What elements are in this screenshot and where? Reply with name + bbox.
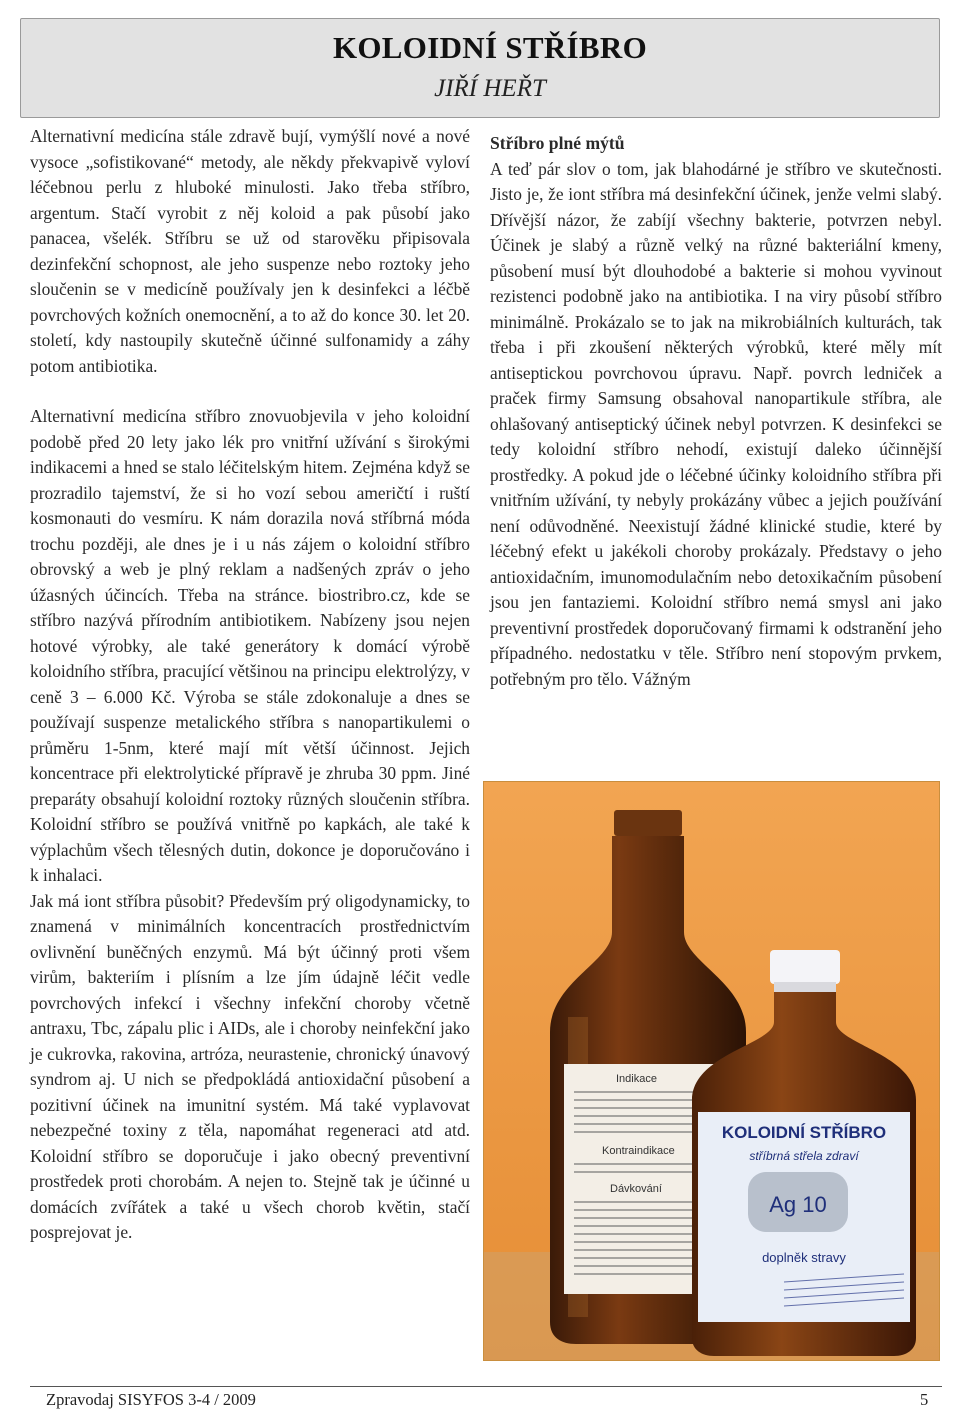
left-column [30, 124, 470, 1246]
right-column [490, 131, 942, 692]
footer-divider [30, 1386, 942, 1387]
section-subheading: Stříbro plné mýtů [490, 133, 625, 153]
article-author: JIŘÍ HEŘT [434, 75, 546, 102]
front-label-subtitle: stříbrná střela zdraví [749, 1149, 859, 1163]
footer-publication: Zpravodaj SISYFOS 3-4 / 2009 [46, 1390, 256, 1409]
left-paragraph-2: Alternativní medicína stříbro znovuobjevila v jeho koloidní podobě před 20 lety jako lék pro vnitřní užívání s širokými indikacemi a hned se stalo léčitelským hitem. Zejména když se prozradilo tajemství, že si ho vozí sebou američtí i ruští kosmonauti do vesmíru. K nám dorazila nová stříbrná móda trochu později, ale dnes je i u nás zájem o koloidní stříbro obrovský a web je plný reklam a nadšených zpráv o jeho úžasných účincích. Třeba na stránce. biostribro.cz, kde se stříbro nazývá přírodním antibiotikem. Nabízeny jsou nejen hotové výrobky, ale také generátory k domácí výrobě koloidního stříbra, pracující většinou na principu elektrolýzy, v ceně 3 – 6.000 Kč. Výroba se stále zdokonaluje a dnes se používají suspenze metalického stříbra s nanopartikulemi o průměru 1-5nm, které mají mít větší účinnost. Jejich koncentrace při elektrolytické přípravě je zhruba 30 ppm. Jiné preparáty obsahují koloidní roztoky různých sloučenin stříbra. Koloidní stříbro se používá vnitřně po kapkách, ale také k výplachům všech tělesných dutin, dokonce je doporučováno i k inhalaci. [30, 406, 470, 885]
back-label-heading-1: Indikace [616, 1073, 657, 1085]
front-label-strength: Ag 10 [769, 1192, 827, 1217]
article-title: KOLOIDNÍ STŘÍBRO [332, 30, 647, 65]
front-label-footer: doplněk stravy [762, 1250, 846, 1265]
product-photo [483, 781, 940, 1361]
left-paragraph-3: Jak má iont stříbra působit? Především prý oligodynamicky, to znamená v minimálních koncentracích prostřednictvím ovlivnění buněčných enzymů. Má být účinný proti všem virům, bakteriím i plísním a lze jím údajně léčit vedle povrchových infekcí i všechny infekční choroby včetně antraxu, Tbc, zápalu plic i AIDs, ale i choroby neinfekční jako je cukrovka, rakovina, artróza, neurastenie, chronický únavový syndrom aj. U nich se předpokládá antioxidační působení a pozitivní účinek na imunitní systém. Má také vyplavovat nebezpečné toxiny z těla, napomáhat regeneraci atd atd. Koloidní stříbro se doporučuje i jako obecný preventivní prostředek proti chorobám. A nejen to. Stejně tak je účinné u domácích zvířátek a také u všech chorob květin, stačí posprejovat je. [30, 890, 470, 1242]
left-paragraph-1: Alternativní medicína stále zdravě bují, vymýšlí nové a nové vysoce „sofistikované“ metody, ale někdy překvapivě vyloví léčebnou perlu z hluboké minulosti. Jako třeba stříbro, argentum. Stačí vyrobit z něj koloid a pak působí jako panacea, všelék. Stříbru se už od starověku připisovala dezinfekční schopnost, ale jeho suspenze nebo roztoky jeho sloučenin se v medicíně používaly jen k desinfekci a léčbě povrchových kožních onemocnění, a to až do konce 30. let 20. století, kdy nastoupily skutečně účinné sulfonamidy a záhy potom antibiotika. [30, 126, 470, 376]
back-label-heading-2: Kontraindikace [602, 1145, 675, 1157]
bottles-illustration [484, 782, 940, 1361]
page-number: 5 [920, 1390, 929, 1409]
back-label-heading-3: Dávkování [610, 1183, 662, 1195]
right-paragraph-1: A teď pár slov o tom, jak blahodárné je stříbro ve skutečnosti. Jisto je, že iont stříbra má desinfekční účinek, jenže velmi slabý. Dřívější názor, že zabíjí všechny bakterie, potvrzen nebyl. Účinek je slabý a různě velký na různé bakteriální kmeny, působení musí být dlouhodobé a bakterie si mohou vyvinout rezistenci podobně jako na antibiotika. I na viry působí stříbro minimálně. Prokázalo se to jak na mikrobiálních kulturách, tak třeba i při zkoušení některých výrobků, které měly mít antiseptickou povrchovou úpravu. Např. povrch ledniček a praček firmy Samsung obsahoval nanopartikule stříbra, ale ohlašovaný antiseptický účinek nebyl potvrzen. K desinfekci se tedy koloidní stříbro nehodí, existují daleko účinnější prostředky. A pokud jde o léčebné účinky koloidního stříbra při vnitřním užívání, ty nebyly prokázány vůbec a jejich používání není odůvodněné. Neexistují žádné klinické studie, které by léčebný efekt u jakékoli choroby prokázaly. Představy o jeho antioxidačním, imunomodulačním nebo detoxikačním působení jsou jen fantaziemi. Koloidní stříbro nemá smysl ani jako preventivní prostředek doporučovaný firmami k odstranění jeho případného. nedostatku v těle. Stříbro není stopovým prvkem, potřebným pro tělo. Vážným [490, 158, 942, 689]
front-label-title: KOLOIDNÍ STŘÍBRO [721, 1123, 887, 1142]
